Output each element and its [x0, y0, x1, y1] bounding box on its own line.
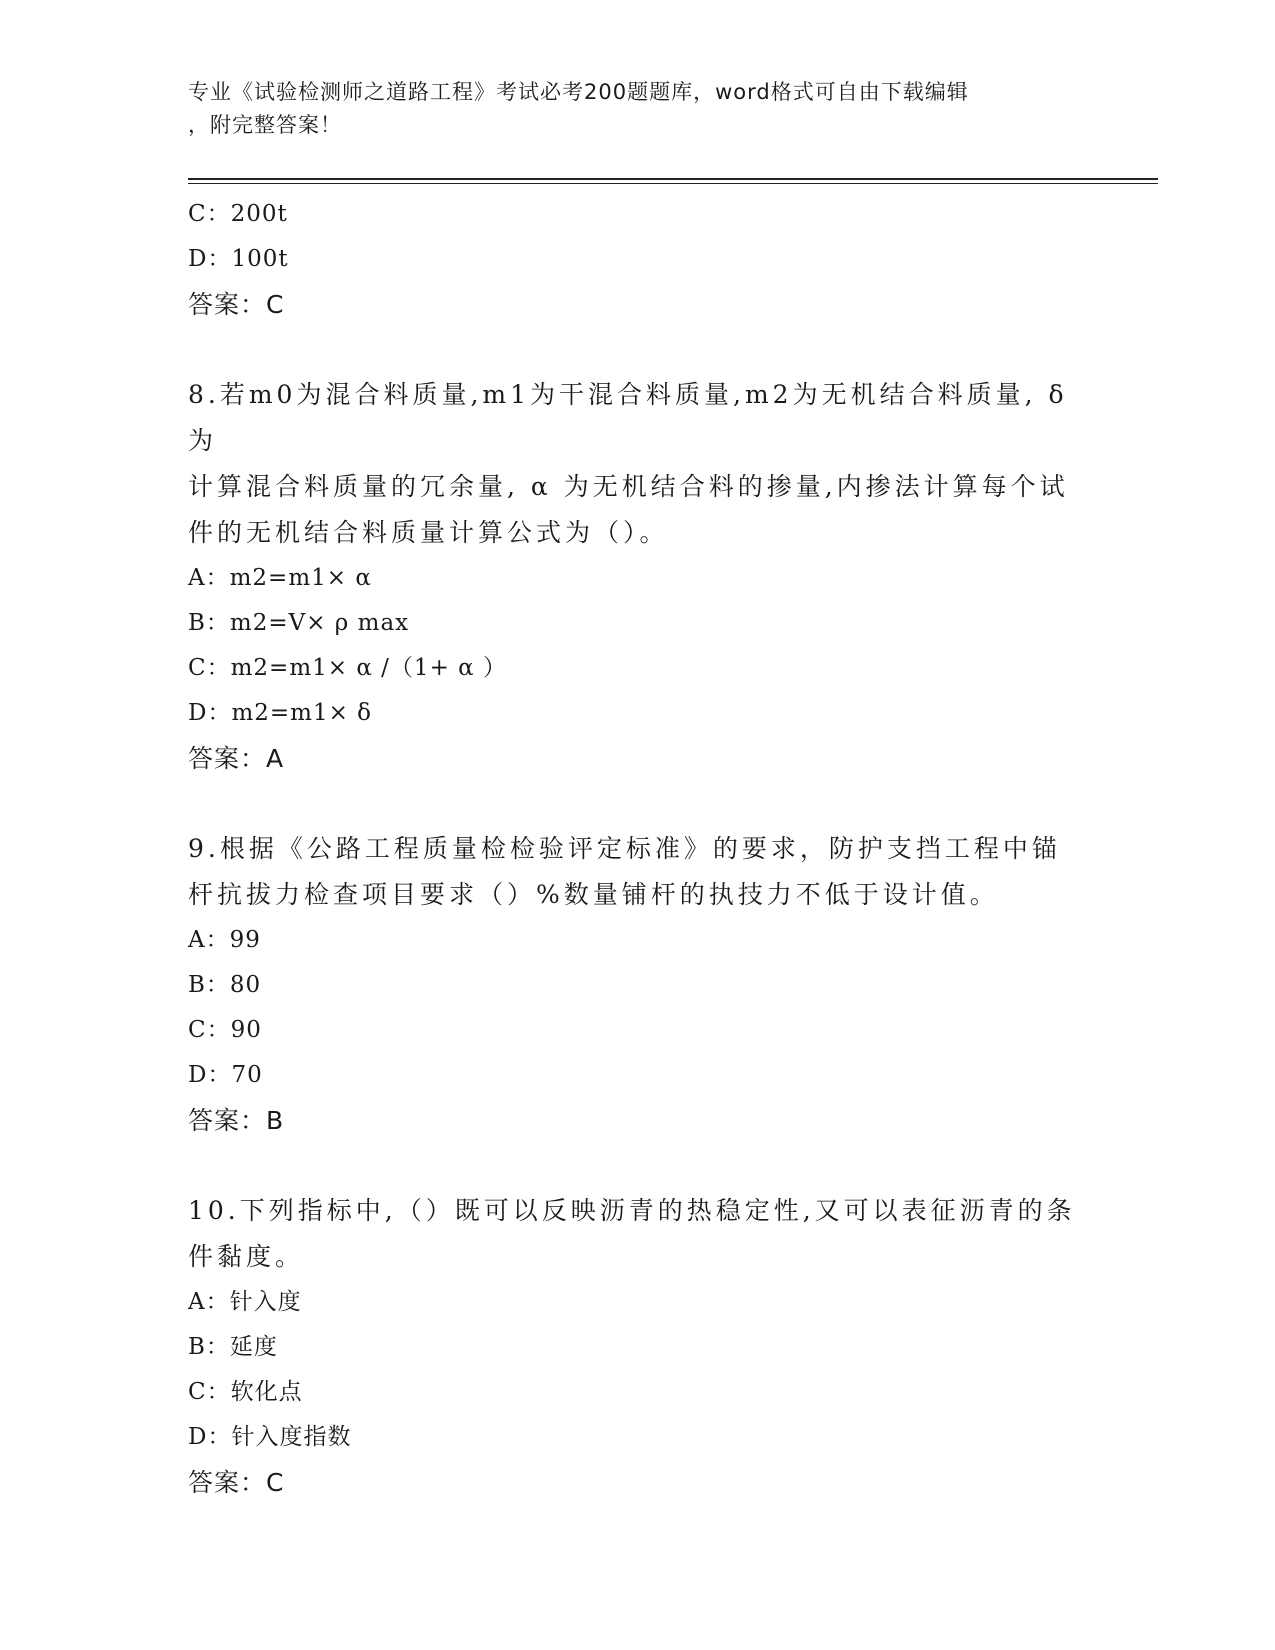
question-9-block: [188, 826, 1088, 1143]
option-d: D：m2=m1× δ: [188, 700, 373, 726]
answer-line: 答案：A: [188, 744, 285, 773]
option-d: D：针入度指数: [188, 1424, 352, 1450]
question-line: 10.下列指标中,（）既可以反映沥青的热稳定性,又可以表征沥青的条: [188, 1196, 1076, 1225]
header-divider-thick: [188, 178, 1158, 180]
header-line-1: 专业《试验检测师之道路工程》考试必考200题题库，word格式可自由下载编辑: [188, 80, 969, 104]
question-text: [188, 1188, 1088, 1280]
option-a: A：针入度: [188, 1289, 302, 1315]
option-b: B：m2=V× ρ max: [188, 610, 410, 636]
option-d: D：70: [188, 1062, 263, 1088]
question-line: 9.根据《公路工程质量检检验评定标准》的要求，防护支挡工程中锚: [188, 834, 1061, 863]
header-line-2: ，附完整答案！: [188, 113, 342, 137]
document-header: [188, 76, 1088, 142]
question-10-block: [188, 1188, 1088, 1505]
option-b: B：80: [188, 972, 262, 998]
option-d: D：100t: [188, 246, 289, 272]
option-c: C：90: [188, 1017, 262, 1043]
option-a: A：99: [188, 927, 261, 953]
question-8-block: [188, 372, 1088, 781]
header-divider-thin: [188, 183, 1158, 184]
question-line: 8.若m0为混合料质量,m1为干混合料质量,m2为无机结合料质量, δ 为: [188, 380, 1068, 455]
question-line: 计算混合料质量的冗余量, α 为无机结合料的掺量,内掺法计算每个试: [188, 472, 1069, 501]
question-line: 件黏度。: [188, 1242, 305, 1271]
question-line: 件的无机结合料质量计算公式为（）。: [188, 518, 669, 547]
answer-line: 答案：C: [188, 290, 285, 319]
option-a: A：m2=m1× α: [188, 565, 372, 591]
answer-line: 答案：C: [188, 1468, 285, 1497]
prev-question-block: [188, 192, 1088, 327]
option-c: C：软化点: [188, 1379, 303, 1405]
question-content: [188, 192, 1088, 1505]
question-line: 杆抗拔力检查项目要求（）%数量铺杆的执技力不低于设计值。: [188, 880, 999, 909]
option-c: C：m2=m1× α /（1+ α ）: [188, 655, 507, 681]
option-c: C：200t: [188, 201, 288, 227]
question-text: [188, 826, 1088, 918]
option-b: B：延度: [188, 1334, 278, 1360]
answer-line: 答案：B: [188, 1106, 285, 1135]
question-text: [188, 372, 1088, 556]
